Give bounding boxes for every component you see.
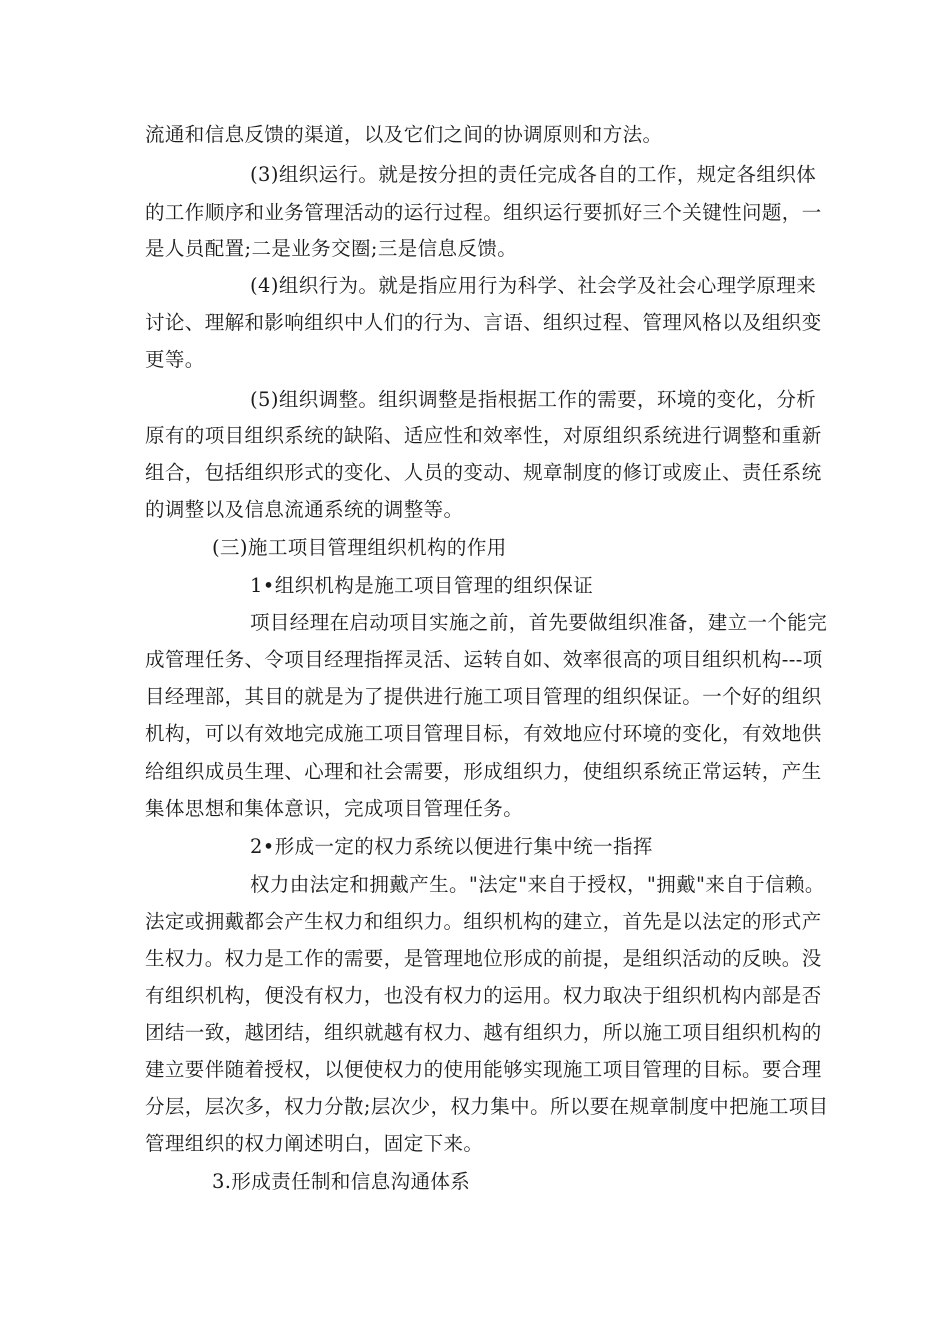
text-line: 生权力。权力是工作的需要，是管理地位形成的前提，是组织活动的反映。没: [145, 947, 822, 970]
text-line: 是人员配置;二是业务交圈;三是信息反馈。: [145, 237, 518, 260]
text-line: (4)组织行为。就是指应用行为科学、社会学及社会心理学原理来: [250, 274, 817, 297]
text-line: 更等。: [145, 348, 205, 371]
text-line: (5)组织调整。组织调整是指根据工作的需要，环境的变化，分析: [250, 388, 817, 411]
text-line: 的调整以及信息流通系统的调整等。: [145, 498, 464, 521]
text-line: 目经理部，其目的就是为了提供进行施工项目管理的组织保证。一个好的组织: [145, 685, 822, 708]
text-line: 流通和信息反馈的渠道，以及它们之间的协调原则和方法。: [145, 123, 663, 146]
text-line: 项目经理在启动项目实施之前，首先要做组织准备，建立一个能完: [250, 611, 828, 634]
text-line: 权力由法定和拥戴产生。"法定"来自于授权，"拥戴"来自于信赖。: [250, 873, 825, 896]
text-line: 成管理任务、令项目经理指挥灵活、运转自如、效率很高的项目组织机构---项: [145, 648, 823, 671]
text-line: 集体思想和集体意识，完成项目管理任务。: [145, 797, 524, 820]
text-line: 分层，层次多，权力分散;层次少，权力集中。所以要在规章制度中把施工项目: [145, 1095, 829, 1118]
text-line: 组合，包括组织形式的变化、人员的变动、规章制度的修订或废止、责任系统: [145, 461, 822, 484]
subsection-heading: 3.形成责任制和信息沟通体系: [212, 1170, 471, 1193]
text-line: 法定或拥戴都会产生权力和组织力。组织机构的建立，首先是以法定的形式产: [145, 910, 822, 933]
subsection-heading: 1•组织机构是施工项目管理的组织保证: [250, 574, 594, 597]
text-line: 管理组织的权力阐述明白，固定下来。: [145, 1132, 484, 1155]
text-line: 讨论、理解和影响组织中人们的行为、言语、组织过程、管理风格以及组织变: [145, 311, 822, 334]
subsection-heading: 2•形成一定的权力系统以便进行集中统一指挥: [250, 835, 653, 858]
text-line: 团结一致，越团结，组织就越有权力、越有组织力，所以施工项目组织机构的: [145, 1021, 822, 1044]
text-line: (3)组织运行。就是按分担的责任完成各自的工作，规定各组织体: [250, 163, 817, 186]
text-line: 给组织成员生理、心理和社会需要，形成组织力，使组织系统正常运转，产生: [145, 760, 822, 783]
text-line: 原有的项目组织系统的缺陷、适应性和效率性，对原组织系统进行调整和重新: [145, 424, 822, 447]
section-heading: (三)施工项目管理组织机构的作用: [212, 536, 507, 559]
text-line: 机构，可以有效地完成施工项目管理目标，有效地应付环境的变化，有效地供: [145, 722, 822, 745]
text-line: 建立要伴随着授权，以便使权力的使用能够实现施工项目管理的目标。要合理: [145, 1058, 822, 1081]
text-line: 的工作顺序和业务管理活动的运行过程。组织运行要抓好三个关键性问题，一: [145, 201, 822, 224]
text-line: 有组织机构，便没有权力，也没有权力的运用。权力取决于组织机构内部是否: [145, 984, 822, 1007]
